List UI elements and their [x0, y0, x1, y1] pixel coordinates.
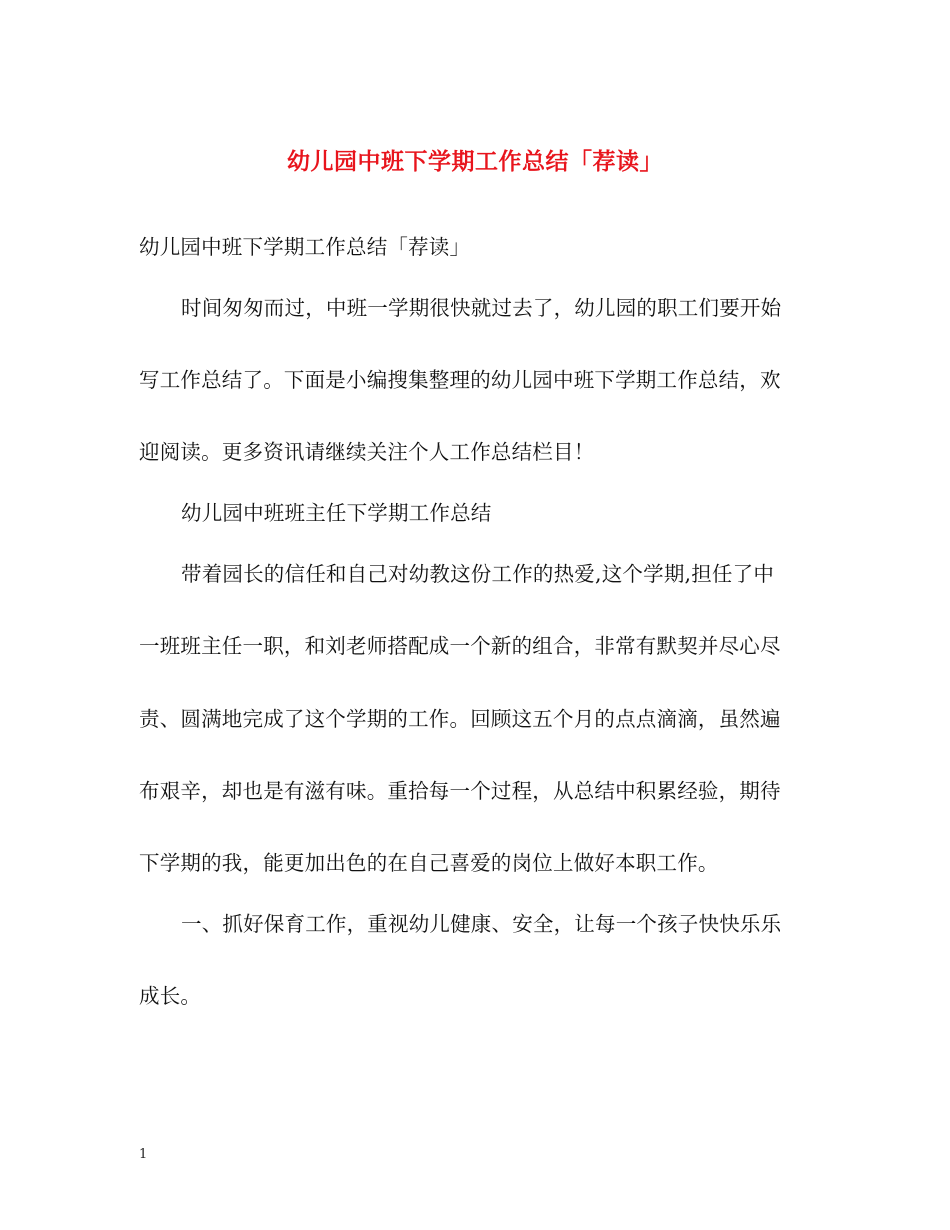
paragraph-line: 成长。	[139, 984, 202, 1008]
paragraph-line: 带着园长的信任和自己对幼教这份工作的热爱,这个学期,担任了中	[181, 562, 775, 586]
paragraph-line: 时间匆匆而过，中班一学期很快就过去了，幼儿园的职工们要开始	[181, 296, 782, 320]
section-heading: 幼儿园中班班主任下学期工作总结	[181, 501, 492, 525]
paragraph-line: 布艰辛，却也是有滋有味。重拾每一个过程，从总结中积累经验，期待	[139, 779, 781, 803]
paragraph-line: 责、圆满地完成了这个学期的工作。回顾这五个月的点点滴滴，虽然遍	[139, 707, 781, 731]
paragraph-line: 迎阅读。更多资讯请继续关注个人工作总结栏目！	[139, 440, 595, 464]
paragraph-line: 写工作总结了。下面是小编搜集整理的幼儿园中班下学期工作总结，欢	[139, 368, 781, 392]
document-title: 幼儿园中班下学期工作总结「荐读」	[287, 148, 663, 175]
page-number: 1	[139, 1147, 148, 1162]
paragraph-line: 一、抓好保育工作，重视幼儿健康、安全，让每一个孩子快快乐乐	[181, 912, 782, 936]
paragraph-line: 下学期的我，能更加出色的在自己喜爱的岗位上做好本职工作。	[139, 851, 719, 875]
paragraph-line: 一班班主任一职，和刘老师搭配成一个新的组合，非常有默契并尽心尽	[139, 634, 781, 658]
document-subtitle: 幼儿园中班下学期工作总结「荐读」	[139, 235, 471, 259]
